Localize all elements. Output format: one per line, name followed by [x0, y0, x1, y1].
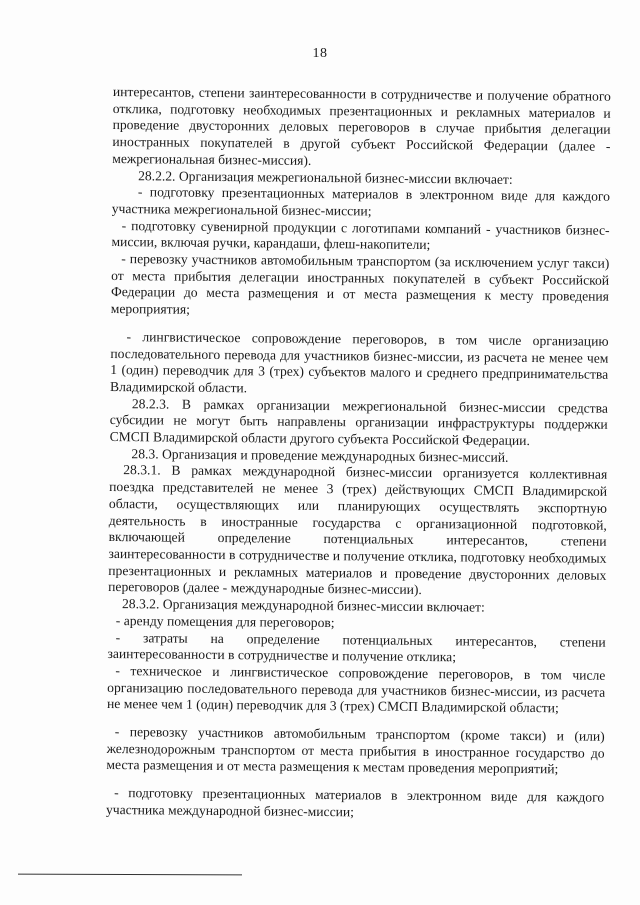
list-item-souvenir-products: - подготовку сувенирной продукции с логотипами компаний - участников бизнес-миссии, включая ручки, карандаши, флеш-накопители; — [111, 217, 610, 253]
list-item-presentation-materials: - подготовку презентационных материалов в электронном виде для каждого участника межрегиональной бизнес-миссии; — [111, 184, 611, 219]
paragraph-28-3-1: 28.3.1. В рамках международной бизнес-миссии организуется коллективная поездка представителей не менее 3 (трех) действующих СМСП Владимирской области, осуществляющих или планирующих осуществлять экспортную деятельность в иностранные государства с организационной подготовкой, включающей определение потенциальных интересантов, степени заинтересованности в сотрудничестве и получение отклика, подготовку необходимых презентационных и рекламных материалов и проведение двусторонних деловых переговоров (далее - международные бизнес-миссии). — [108, 462, 608, 598]
paragraph-28-3-2-heading: 28.3.2. Организация международной бизнес-миссии включает: — [121, 596, 485, 615]
list-item-technical-linguistic-support: - техническое и лингвистическое сопровождение переговоров, в том числе организацию последовательного перевода для участников бизнес-миссии, из расчета не менее чем 1 (один) переводчик для 3 (трех) СМСП Владимирской области; — [106, 662, 606, 716]
list-item-international-presentation-materials: - подготовку презентационных материалов в электронном виде для каждого участника международной бизнес-миссии; — [105, 785, 605, 820]
list-item-interest-costs: - затраты на определение потенциальных интересантов, степени заинтересованности в сотрудничестве и получение отклика; — [107, 629, 606, 665]
paragraph-28-3-heading: 28.3. Организация и проведение международных бизнес-миссий. — [131, 445, 509, 465]
document-body — [106, 84, 611, 823]
footnote-separator-line — [18, 874, 242, 876]
list-item-transport: - перевозку участников автомобильным транспортом (за исключением услуг такси) от места прибытия делегации иностранных покупателей в субъект Российской Федерации до места размещения и от места размещения к месту проведения мероприятия; — [110, 251, 610, 317]
page-number: 18 — [312, 46, 328, 61]
paragraph-28-2-3: 28.2.3. В рамках организации межрегиональной бизнес-миссии средства субсидии не могут быть направлены организации инфраструктуры поддержки СМСП Владимирской области другого субъекта Российской Федерации. — [109, 395, 608, 449]
list-item-international-transport: - перевозку участников автомобильным транспортом (кроме такси) и (или) железнодорожным транспортом от места прибытия в иностранное государство до места размещения и от места размещения к местам проведения мероприятий; — [106, 724, 605, 777]
paragraph-28-2-2-heading: 28.2.2. Организация межрегиональной бизнес-миссии включает: — [138, 167, 513, 187]
list-item-linguistic-support: - лингвистическое сопровождение переговоров, в том числе организацию последовательного перевода для участников бизнес-миссии, из расчета не менее чем 1 (один) переводчик для 3 (трех) субъектов малого и среднего предпринимательства Владимирской области. — [110, 328, 609, 396]
paragraph-continuation: интересантов, степени заинтересованности в сотрудничестве и получение обратного отклика, подготовку необходимых презентационных и рекламных материалов и проведение двусторонних деловых переговоров в случае прибытия делегации иностранных покупателей в другой субъект Российской Федерации (далее - межрегиональная бизнес-миссия). — [112, 84, 611, 168]
list-item-premises-rental: - аренду помещения для переговоров; — [115, 612, 335, 630]
